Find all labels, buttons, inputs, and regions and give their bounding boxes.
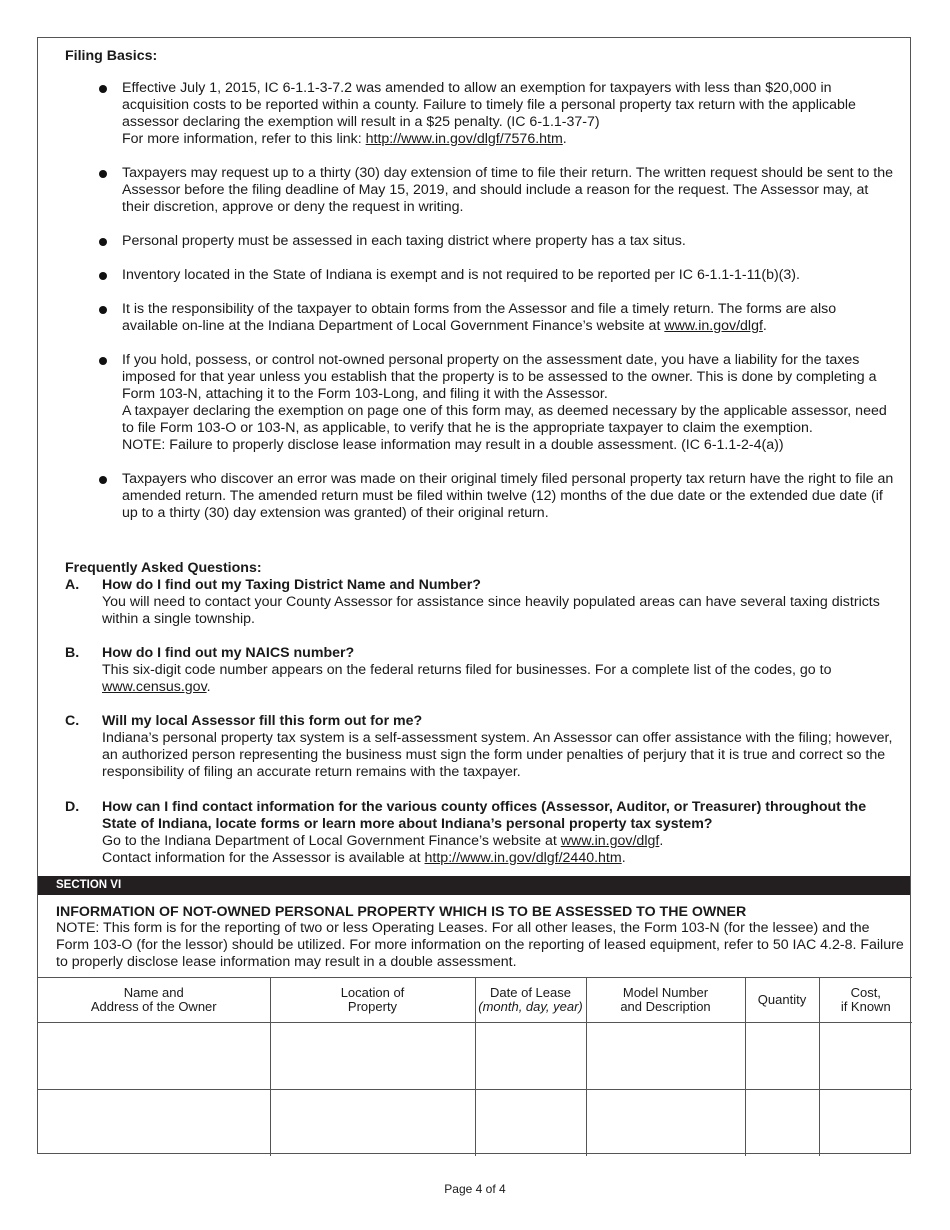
link-suffix: . bbox=[621, 850, 626, 866]
model-cell[interactable] bbox=[586, 1023, 745, 1090]
bullet-link-line bbox=[122, 131, 896, 148]
bullet-text: If you hold, possess, or control not-owned personal property on the assessment date, you have a liability for the taxes imposed for that year unless you establish that the property is to be assessed to the owner. This is done by completing a Form 103-N, attaching it to the Form 103-Long, and filing it with the Assessor. bbox=[122, 352, 877, 402]
owner-cell[interactable] bbox=[38, 1023, 270, 1090]
census-link[interactable]: www.census.gov bbox=[102, 679, 207, 695]
form-frame bbox=[37, 37, 911, 1154]
table-row bbox=[38, 1023, 912, 1090]
bullet-text: A taxpayer declaring the exemption on page one of this form may, as deemed necessary by the applicable assessor, need to file Form 103-O or 103-N, as applicable, to verify that he is the appropriate taxpayer to claim the exemption. bbox=[122, 403, 887, 436]
column-header-model bbox=[586, 978, 745, 1023]
location-cell[interactable] bbox=[270, 1023, 475, 1090]
header-line: Model Number bbox=[622, 985, 709, 1000]
list-item bbox=[96, 352, 896, 454]
bullet-text: Inventory located in the State of Indiana is exempt and is not required to be reported per IC 6-1.1-1-11(b)(3). bbox=[122, 267, 800, 283]
link-suffix: . bbox=[206, 679, 211, 695]
faq-answer: Indiana’s personal property tax system is a self-assessment system. An Assessor can offer assistance with the filing; however, an authorized person representing the business must sign the form under penalties of perjury that it is true and correct so the responsibility of filing an accurate return remains with the taxpayer. bbox=[102, 730, 893, 780]
faq-letter: B. bbox=[65, 645, 80, 661]
header-line: (month, day, year) bbox=[478, 999, 583, 1014]
list-item bbox=[96, 471, 896, 522]
faq-question: How do I find out my Taxing District Name and Number? bbox=[102, 577, 481, 593]
header-line: Quantity bbox=[757, 992, 807, 1007]
faq-item-b bbox=[65, 645, 895, 696]
date-cell[interactable] bbox=[475, 1023, 586, 1090]
faq-item-a bbox=[65, 577, 895, 628]
link-prefix: For more information, refer to this link: bbox=[122, 131, 366, 147]
faq-answer bbox=[102, 833, 895, 850]
location-cell[interactable] bbox=[270, 1090, 475, 1157]
section-note: NOTE: This form is for the reporting of two or less Operating Leases. For all other leases, the Form 103-N (for the lessee) and the Form 103-O (for the lessor) should be utilized. For more information on the reporting of leased equipment, refer to 50 IAC 4.2-8. Failure to properly disclose lease information may result in a double assessment. bbox=[56, 920, 904, 970]
bullet-text bbox=[122, 301, 896, 335]
column-header-quantity bbox=[745, 978, 819, 1023]
page-number: Page 4 of 4 bbox=[444, 1182, 506, 1196]
bullet-dot-icon bbox=[99, 306, 107, 314]
dlgf-website-link[interactable]: www.in.gov/dlgf bbox=[664, 318, 763, 334]
list-item bbox=[96, 80, 896, 148]
link-suffix: . bbox=[659, 833, 664, 849]
bullet-text: Taxpayers who discover an error was made on their original timely filed personal property tax return have the right to file an amended return. The amended return must be filed within twelve (12) months of the due date or the extended due date (if up to a thirty (30) day extension was granted) of their original return. bbox=[122, 471, 894, 521]
table-row bbox=[38, 1090, 912, 1157]
quantity-cell[interactable] bbox=[745, 1023, 819, 1090]
faq-answer bbox=[102, 850, 895, 867]
owner-cell[interactable] bbox=[38, 1090, 270, 1157]
faq-letter: A. bbox=[65, 577, 80, 593]
bullet-dot-icon bbox=[99, 476, 107, 484]
bullet-note: NOTE: Failure to properly disclose lease information may result in a double assessment. (IC 6-1.1-2-4(a)) bbox=[122, 437, 784, 453]
column-header-owner bbox=[38, 978, 270, 1023]
faq-item-c bbox=[65, 713, 895, 781]
faq-answer-text: Go to the Indiana Department of Local Government Finance’s website at bbox=[102, 833, 561, 849]
table-header-row bbox=[38, 978, 912, 1023]
faq-answer bbox=[102, 662, 895, 696]
header-line: Date of Lease bbox=[490, 985, 571, 1000]
model-cell[interactable] bbox=[586, 1090, 745, 1157]
list-item bbox=[96, 165, 896, 216]
header-line: Location of bbox=[340, 985, 405, 1000]
bullet-dot-icon bbox=[99, 357, 107, 365]
column-header-location bbox=[270, 978, 475, 1023]
bullet-dot-icon bbox=[99, 170, 107, 178]
faq-question: Will my local Assessor fill this form out for me? bbox=[102, 713, 423, 729]
link-suffix: . bbox=[762, 318, 767, 334]
bullet-text: Effective July 1, 2015, IC 6-1.1-3-7.2 was amended to allow an exemption for taxpayers with less than $20,000 in acquisition costs to be reported within a county. Failure to timely file a personal property tax return with the applicable assessor declaring the exemption will result in a $25 penalty. (IC 6-1.1-37-7) bbox=[122, 80, 856, 130]
bullet-text: Taxpayers may request up to a thirty (30) day extension of time to file their return. The written request should be sent to the Assessor before the filing deadline of May 15, 2019, and should include a reason for the request. The Assessor may, at their discretion, approve or deny the request in writing. bbox=[122, 165, 893, 215]
bullet-text-body: It is the responsibility of the taxpayer to obtain forms from the Assessor and file a timely return. The forms are also available on-line at the Indiana Department of Local Government Finance’s website at bbox=[122, 301, 837, 334]
list-item bbox=[96, 267, 896, 284]
cost-cell[interactable] bbox=[819, 1090, 912, 1157]
section-heading: INFORMATION OF NOT-OWNED PERSONAL PROPERTY WHICH IS TO BE ASSESSED TO THE OWNER bbox=[56, 904, 747, 920]
date-cell[interactable] bbox=[475, 1090, 586, 1157]
lease-table bbox=[38, 977, 912, 1156]
faq-answer-text: This six-digit code number appears on the federal returns filed for businesses. For a complete list of the codes, go to bbox=[102, 662, 832, 678]
list-item bbox=[96, 233, 896, 250]
faq-item-d bbox=[65, 799, 895, 867]
assessor-contact-link[interactable]: http://www.in.gov/dlgf/2440.htm bbox=[424, 850, 622, 866]
faq-letter: D. bbox=[65, 799, 80, 815]
bullet-dot-icon bbox=[99, 272, 107, 280]
bullet-text: Personal property must be assessed in each taxing district where property has a tax situs. bbox=[122, 233, 686, 249]
quantity-cell[interactable] bbox=[745, 1090, 819, 1157]
link-suffix: . bbox=[562, 131, 567, 147]
faq-question: How do I find out my NAICS number? bbox=[102, 645, 355, 661]
faq-question: How can I find contact information for the various county offices (Assessor, Auditor, or Treasurer) throughout the State of Indiana, locate forms or learn more about Indiana’s personal property tax system? bbox=[102, 799, 867, 832]
header-line: Name and bbox=[123, 985, 184, 1000]
header-line: Cost, bbox=[850, 985, 881, 1000]
header-line: and Description bbox=[620, 999, 711, 1014]
bullet-dot-icon bbox=[99, 238, 107, 246]
list-item bbox=[96, 301, 896, 335]
column-header-cost bbox=[819, 978, 912, 1023]
dlgf-7576-link[interactable]: http://www.in.gov/dlgf/7576.htm bbox=[365, 131, 563, 147]
bullet-dot-icon bbox=[99, 85, 107, 93]
header-line: Address of the Owner bbox=[90, 999, 217, 1014]
faq-title: Frequently Asked Questions: bbox=[65, 560, 262, 576]
filing-basics-list bbox=[96, 80, 896, 539]
faq-letter: C. bbox=[65, 713, 80, 729]
faq-answer-text: Contact information for the Assessor is available at bbox=[102, 850, 425, 866]
cost-cell[interactable] bbox=[819, 1023, 912, 1090]
faq-answer: You will need to contact your County Assessor for assistance since heavily populated areas can have several taxing districts within a single township. bbox=[102, 594, 880, 627]
header-line: if Known bbox=[840, 999, 891, 1014]
column-header-date bbox=[475, 978, 586, 1023]
section-header-bar: SECTION VI bbox=[38, 876, 910, 895]
filing-basics-title: Filing Basics: bbox=[65, 48, 158, 64]
header-line: Property bbox=[347, 999, 398, 1014]
dlgf-website-link[interactable]: www.in.gov/dlgf bbox=[560, 833, 660, 849]
